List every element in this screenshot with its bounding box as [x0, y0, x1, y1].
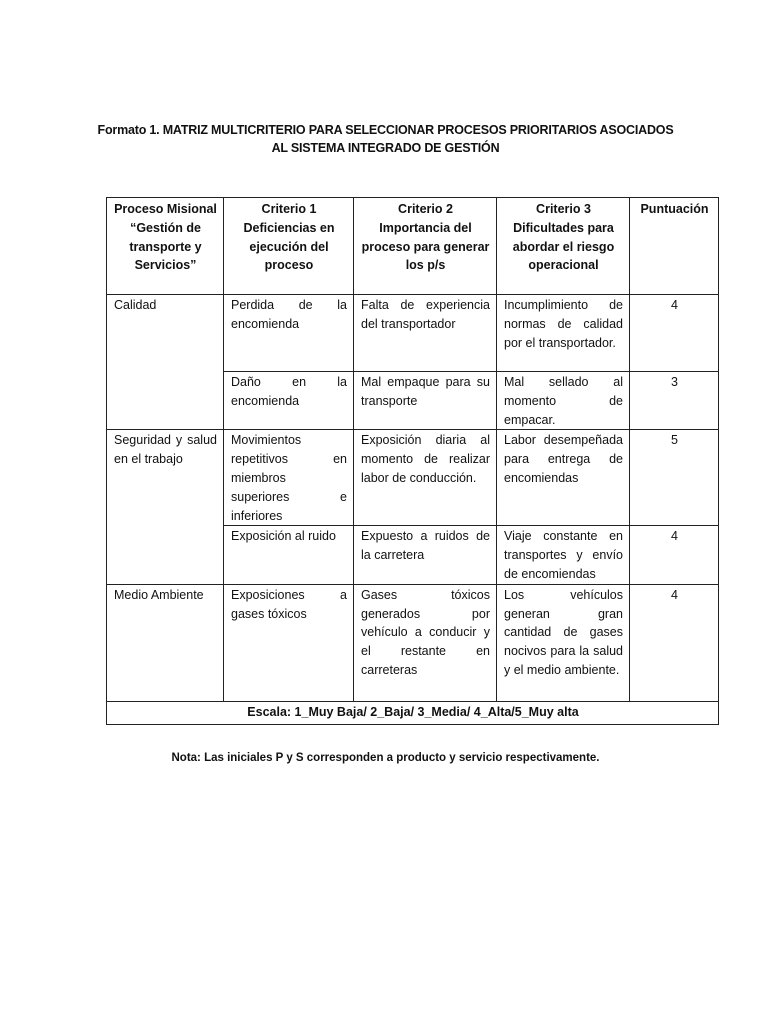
score-cell: 4	[630, 584, 719, 701]
score-cell: 4	[630, 295, 719, 372]
criterion-2-cell: Falta de experiencia del transportador	[354, 295, 497, 372]
document-title	[60, 121, 711, 157]
header-score: Puntuación	[630, 198, 719, 295]
score-cell: 3	[630, 372, 719, 430]
title-line-2: AL SISTEMA INTEGRADO DE GESTIÓN	[271, 141, 500, 155]
multicriteria-matrix-table	[106, 197, 719, 725]
table-row	[107, 584, 719, 701]
table-header-row	[107, 198, 719, 295]
header-criterion-1: Criterio 1 Deficiencias en ejecución del proceso	[224, 198, 354, 295]
criterion-1-cell: Exposición al ruido	[224, 526, 354, 584]
criterion-2-cell: Expuesto a ruidos de la carretera	[354, 526, 497, 584]
table-row	[107, 430, 719, 526]
criterion-3-cell: Los vehículos generan gran cantidad de gases nocivos para la salud y el medio ambiente.	[497, 584, 630, 701]
criterion-2-cell: Mal empaque para su transporte	[354, 372, 497, 430]
table-row	[107, 295, 719, 372]
title-line-1: Formato 1. MATRIZ MULTICRITERIO PARA SELECCIONAR PROCESOS PRIORITARIOS ASOCIADOS	[97, 123, 674, 137]
process-cell: Medio Ambiente	[107, 584, 224, 701]
scale-legend: Escala: 1_Muy Baja/ 2_Baja/ 3_Media/ 4_Alta/5_Muy alta	[107, 701, 719, 724]
header-process: Proceso Misional “Gestión de transporte y Servicios”	[107, 198, 224, 295]
criterion-3-cell: Viaje constante en transportes y envío de encomiendas	[497, 526, 630, 584]
footnote: Nota: Las iniciales P y S corresponden a producto y servicio respectivamente.	[171, 752, 600, 764]
criterion-3-cell: Labor desempeñada para entrega de encomiendas	[497, 430, 630, 526]
criterion-1-cell: Daño en la encomienda	[224, 372, 354, 430]
criterion-2-cell: Gases tóxicos generados por vehículo a conducir y el restante en carreteras	[354, 584, 497, 701]
header-criterion-3: Criterio 3 Dificultades para abordar el riesgo operacional	[497, 198, 630, 295]
criterion-1-cell: Movimientos repetitivos en miembros superiores e inferiores	[224, 430, 354, 526]
criterion-1-cell: Exposiciones a gases tóxicos	[224, 584, 354, 701]
criterion-3-cell: Mal sellado al momento de empacar.	[497, 372, 630, 430]
criterion-1-cell: Perdida de la encomienda	[224, 295, 354, 372]
process-cell: Seguridad y salud en el trabajo	[107, 430, 224, 584]
criterion-3-cell: Incumplimiento de normas de calidad por el transportador.	[497, 295, 630, 372]
score-cell: 5	[630, 430, 719, 526]
criterion-2-cell: Exposición diaria al momento de realizar labor de conducción.	[354, 430, 497, 526]
scale-row	[107, 701, 719, 724]
header-criterion-2: Criterio 2 Importancia del proceso para generar los p/s	[354, 198, 497, 295]
score-cell: 4	[630, 526, 719, 584]
process-cell: Calidad	[107, 295, 224, 430]
